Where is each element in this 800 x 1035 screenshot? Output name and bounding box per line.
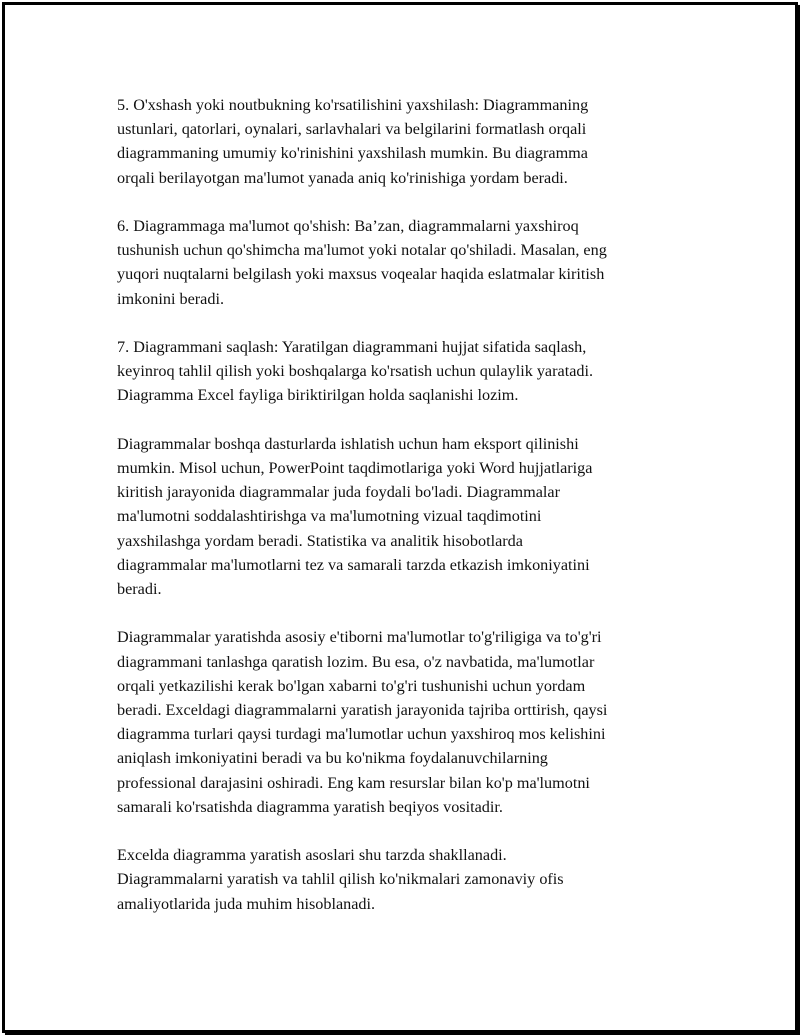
paragraph-step-7: 7. Diagrammani saqlash: Yaratilgan diagrammani hujjat sifatida saqlash, keyinroq tahlil qilish yoki boshqalarga ko'rsatish uchun qulaylik yaratadi. Diagramma Excel fayliga biriktirilgan holda saqlanishi lozim. xyxy=(117,338,594,405)
document-body xyxy=(117,93,687,940)
paragraph-export: Diagrammalar boshqa dasturlarda ishlatish uchun ham eksport qilinishi mumkin. Misol uchun, PowerPoint taqdimotlariga yoki Word hujjatlariga kiritish jarayonida diagrammalar juda foydali bo'ladi. Diagrammalar ma'lumotni soddalashtirishga va ma'lumotning vizual taqdimotini yaxshilashga yordam beradi. Statistika va analitik hisobotlarda diagrammalar ma'lumotlarni tez va samarali tarzda etkazish imkoniyatini beradi. xyxy=(117,434,593,599)
paragraph-step-5: 5. O'xshash yoki noutbukning ko'rsatilishini yaxshilash: Diagrammaning ustunlari, qatorlari, oynalari, sarlavhalari va belgilarini formatlash orqali diagrammaning umumiy ko'rinishini yaxshilash mumkin. Bu diagramma orqali berilayotgan ma'lumot yanada aniq ko'rinishiga yordam beradi. xyxy=(117,96,589,187)
paragraph-step-6: 6. Diagrammaga ma'lumot qo'shish: Ba’zan, diagrammalarni yaxshiroq tushunish uchun qo'shimcha ma'lumot yoki notalar qo'shiladi. Masalan, eng yuqori nuqtalarni belgilash yoki maxsus voqealar haqida eslatmalar kiritish imkonini beradi. xyxy=(117,217,607,308)
paragraph-conclusion: Excelda diagramma yaratish asoslari shu tarzda shakllanadi. Diagrammalarni yaratish va tahlil qilish ko'nikmalari zamonaviy ofis amaliyotlarida juda muhim hisoblanadi. xyxy=(117,846,564,913)
paragraph-accuracy: Diagrammalar yaratishda asosiy e'tiborni ma'lumotlar to'g'riligiga va to'g'ri diagrammani tanlashga qaratish lozim. Bu esa, o'z navbatida, ma'lumotlar orqali yetkazilishi kerak bo'lgan xabarni to'g'ri tushunishi uchun yordam beradi. Exceldagi diagrammalarni yaratish jarayonida tajriba orttirish, qaysi diagramma turlari qaysi turdagi ma'lumotlar uchun yaxshiroq mos kelishini aniqlash imkoniyatini beradi va bu ko'nikma foydalanuvchilarning professional darajasini oshiradi. Eng kam resurslar bilan ko'p ma'lumotni samarali ko'rsatishda diagramma yaratish beqiyos vositadir. xyxy=(117,628,608,816)
